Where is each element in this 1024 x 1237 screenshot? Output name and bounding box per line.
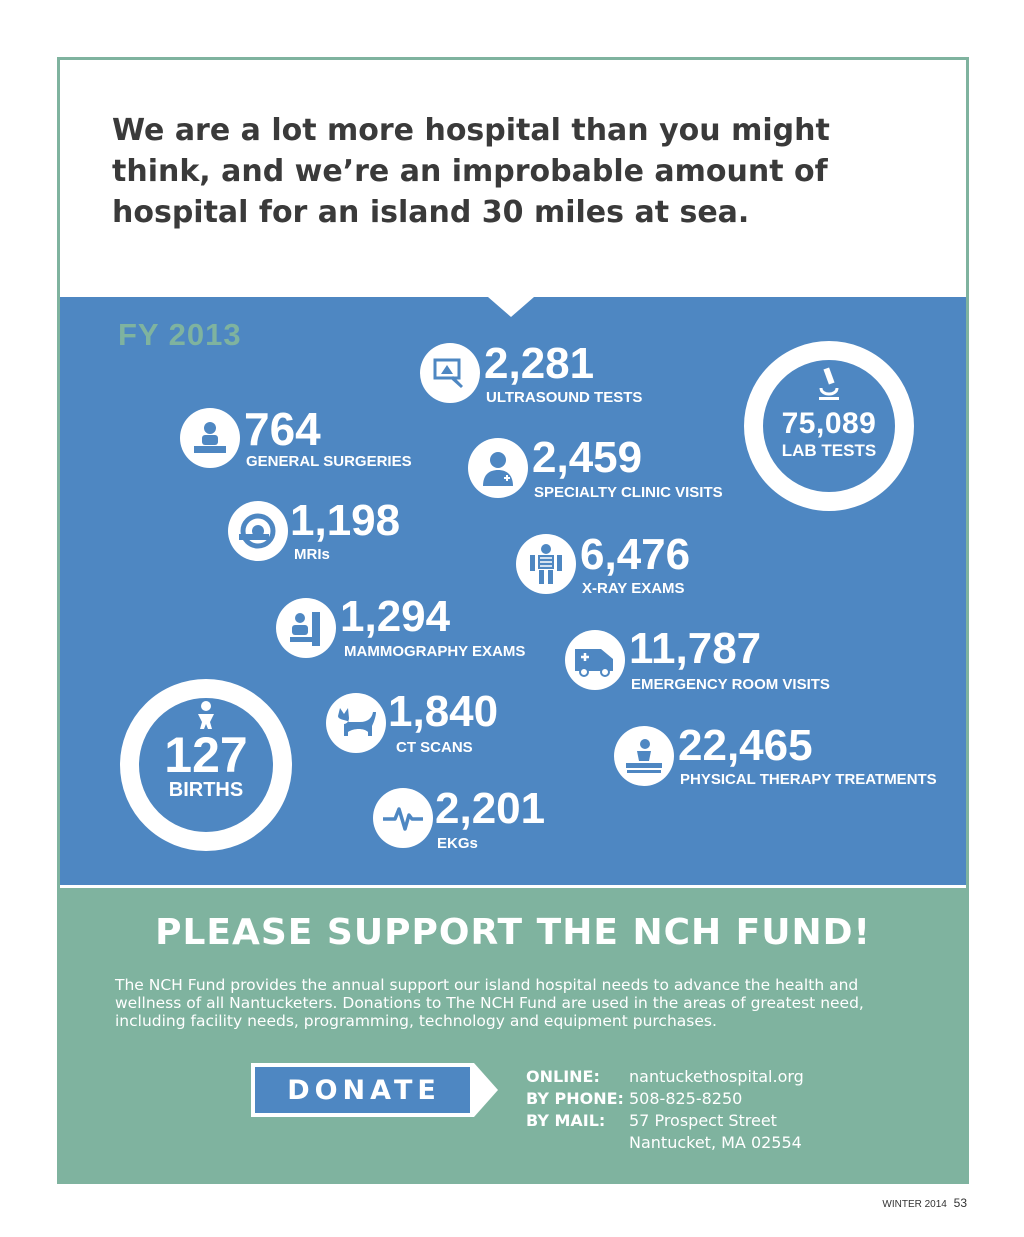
stat-value: 2,281 [484,339,595,388]
stat-label: EMERGENCY ROOM VISITS [631,676,830,693]
donate-button[interactable]: DONATE [256,1068,472,1112]
support-title: PLEASE SUPPORT THE NCH FUND! [155,912,871,953]
stat-value: 11,787 [629,624,762,673]
support-body: The NCH Fund provides the annual support our island hospital needs to advance the health and wellness of all Nantucketers. Donations to The NCH Fund are used in the areas of greatest need, including facility needs, programming, technology and equipment purchases. [115,976,864,1030]
contact-row-mail [526,1110,804,1132]
stat-value: 6,476 [580,530,691,579]
stat-value: 127 [164,727,248,783]
stat-value: 1,840 [388,687,499,736]
infographic-frame [57,57,969,1184]
mri-scanner-icon [228,501,288,561]
stat-label: BIRTHS [168,779,244,801]
stat-label: SPECIALTY CLINIC VISITS [534,484,723,501]
headline: We are a lot more hospital than you might think, and we’re an improbable amount of hospital for an island 30 miles at sea. [112,113,830,230]
stat-value: 1,294 [340,592,451,641]
microscope-icon [763,366,895,407]
donate-banner [250,1062,500,1118]
stat-value: 22,465 [678,721,813,770]
stat-value: 2,201 [435,784,546,833]
mammography-icon [276,598,336,658]
phone-number[interactable]: 508-825-8250 [629,1089,743,1108]
contact-key: BY PHONE: [526,1089,624,1108]
stat-value: 2,459 [532,433,643,482]
contact-row-mail-2 [526,1132,804,1154]
skeleton-icon [516,534,576,594]
cat-icon [326,693,386,753]
contact-row-phone [526,1088,804,1110]
mail-address-line2: Nantucket, MA 02554 [629,1133,802,1152]
stat-value: 764 [244,403,321,455]
stat-label: GENERAL SURGERIES [246,453,412,470]
stat-label: CT SCANS [396,739,473,756]
pointer-notch [488,297,534,317]
contact-info [526,1066,804,1154]
fiscal-year-label: FY 2013 [118,317,242,352]
page-number: 53 [953,1196,967,1210]
therapy-icon [614,726,674,786]
stat-label: ULTRASOUND TESTS [486,389,643,406]
stat-label: PHYSICAL THERAPY TREATMENTS [680,771,937,788]
stat-label: EKGs [437,835,478,852]
support-section [60,888,966,1181]
contact-key: ONLINE: [526,1067,600,1086]
contact-key [526,1132,629,1154]
website-link[interactable]: nantuckethospital.org [629,1067,804,1086]
stat-label: MAMMOGRAPHY EXAMS [344,643,526,660]
contact-key: BY MAIL: [526,1111,606,1130]
stat-label: LAB TESTS [781,441,877,460]
page-footer [882,1196,967,1210]
doctor-icon [468,438,528,498]
stat-value: 1,198 [290,496,401,545]
surgeon-icon [180,408,240,468]
ultrasound-icon [420,343,480,403]
ambulance-icon [565,630,625,690]
mail-address-line1: 57 Prospect Street [629,1111,777,1130]
issue-label: WINTER 2014 [882,1199,947,1210]
stat-label: MRIs [294,546,330,563]
stat-label: X-RAY EXAMS [582,580,685,597]
heartbeat-icon [373,788,433,848]
contact-row-online [526,1066,804,1088]
stat-value: 75,089 [781,407,877,440]
stat-births [120,679,292,851]
stat-lab [744,341,914,511]
